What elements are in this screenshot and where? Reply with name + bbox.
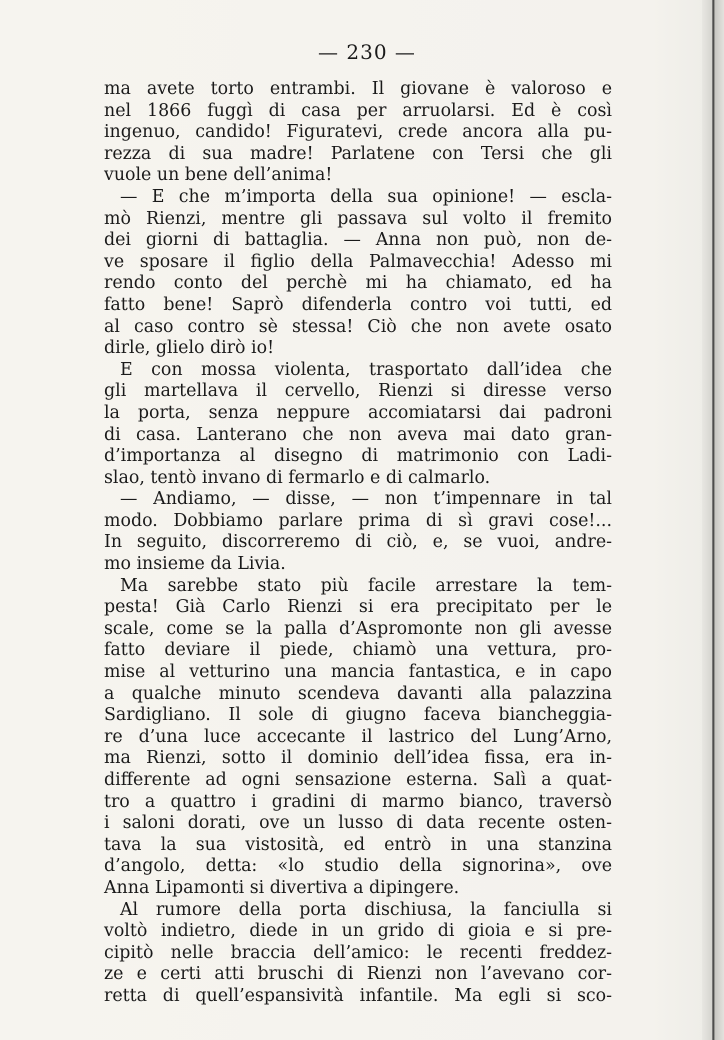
text-line: — E che m’importa della sua opinione! — escla-	[120, 186, 612, 207]
text-line: ma avete torto entrambi. Il giovane è valoroso e	[104, 79, 612, 99]
text-line: tro a quattro i gradini di marmo bianco, traversò	[104, 791, 612, 812]
text-line: Sardigliano. Il sole di giugno faceva biancheggia-	[104, 705, 612, 726]
text-line: E con mossa violenta, trasportato dall’idea che	[120, 359, 612, 380]
text-line: ma Rienzi, sotto il dominio dell’idea fissa, era in-	[104, 748, 612, 769]
text-line: Al rumore della porta dischiusa, la fanciulla si	[120, 899, 612, 920]
text-line: vuole un bene dell’anima!	[104, 165, 333, 186]
text-line: d’angolo, detta: «lo studio della signorina», ove	[104, 856, 612, 877]
text-line: Anna Lipamonti si divertiva a dipingere.	[104, 877, 460, 898]
text-line: d’importanza al disegno di matrimonio con Ladi-	[104, 446, 612, 467]
text-line: Ma sarebbe stato più facile arrestare la tem-	[120, 575, 612, 596]
text-line: In seguito, discorreremo di ciò, e, se vuoi, andre-	[104, 532, 612, 553]
text-line: tava la sua vistosità, ed entrò in una stanzina	[104, 834, 612, 855]
text-line: fatto deviare il piede, chiamò una vettura, pro-	[104, 640, 612, 661]
text-line: retta di quell’espansività infantile. Ma egli si sco-	[104, 985, 612, 1006]
text-line: slao, tentò invano di fermarlo e di calmarlo.	[104, 467, 491, 488]
text-line: cipitò nelle braccia dell’amico: le recenti freddez-	[104, 942, 612, 963]
text-line: la porta, senza neppure accomiatarsi dai padroni	[104, 402, 612, 423]
text-line: rendo conto del perchè mi ha chiamato, ed ha	[104, 273, 612, 294]
text-line: modo. Dobbiamo parlare prima di sì gravi cose!...	[104, 510, 612, 531]
text-line: gli martellava il cervello, Rienzi si diresse verso	[104, 381, 612, 402]
text-line: al caso contro sè stessa! Ciò che non avete osato	[104, 316, 612, 337]
body-text	[104, 79, 612, 1008]
text-line: pesta! Già Carlo Rienzi si era precipitato per le	[104, 597, 612, 618]
text-line: fatto bene! Saprò difenderla contro voi tutti, ed	[104, 294, 612, 315]
text-line: voltò indietro, diede in un grido di gioia e si pre-	[104, 921, 612, 942]
binding-edge	[702, 0, 724, 1040]
text-line: — Andiamo, — disse, — non t’impennare in tal	[120, 489, 612, 510]
text-line: ingenuo, candido! Figuratevi, crede ancora alla pu-	[104, 122, 612, 143]
text-line: mo insieme da Livia.	[104, 554, 286, 575]
text-line: rezza di sua madre! Parlatene con Tersi che gli	[104, 143, 612, 164]
text-line: dirle, glielo dirò io!	[104, 338, 275, 359]
text-line: ze e certi atti bruschi di Rienzi non l’avevano cor-	[104, 964, 612, 985]
text-line: ve sposare il figlio della Palmavecchia! Adesso mi	[104, 251, 612, 272]
text-line: differente ad ogni sensazione esterna. Salì a quat-	[104, 770, 612, 790]
text-line: nel 1866 fuggì di casa per arruolarsi. Ed è così	[104, 100, 612, 121]
text-line: dei giorni di battaglia. — Anna non può, non de-	[104, 230, 612, 251]
text-line: a qualche minuto scendeva davanti alla palazzina	[104, 683, 612, 704]
text-line: re d’una luce accecante il lastrico del Lung’Arno,	[104, 726, 612, 747]
text-line: scale, come se la palla d’Aspromonte non gli avesse	[104, 618, 612, 639]
page-number: — 230 —	[318, 40, 416, 64]
text-line: mise al vetturino una mancia fantastica, e in capo	[104, 662, 612, 683]
text-line: mò Rienzi, mentre gli passava sul volto il fremito	[104, 208, 612, 229]
text-line: i saloni dorati, ove un lusso di data recente osten-	[104, 813, 612, 834]
text-line: di casa. Lanterano che non aveva mai dato gran-	[104, 424, 612, 445]
